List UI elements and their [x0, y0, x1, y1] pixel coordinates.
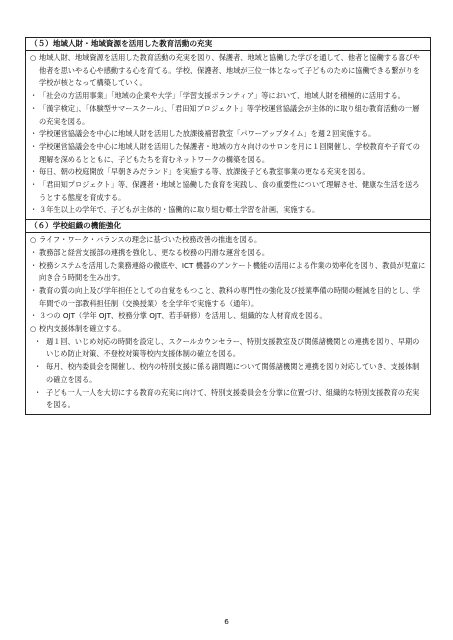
list-item-text: ３年生以上の学年で、子どもが主体的・協働的に取り組む郷土学習を計画、実施する。 — [39, 205, 320, 215]
list-item-text: ３つの OJT（学年 OJT、校務分掌 OJT、若手研修）を活用し、組織的な人材育成を図る。 — [39, 311, 327, 321]
list-item-text: 学校運営協議会を中心に地域人財を活用した保護者・地域の方々向けのサロンを月に１回開催し、学校教育や子育ての理解を深めるとともに、子どもたちを育むネットワークの構築を図る。 — [39, 141, 420, 164]
section-heading: （６）学校組織の機能強化 — [26, 219, 430, 233]
list-item-text: 教育の質の向上及び学年担任としての自覚をもつこと、教科の専門性の強化及び授業準備の時間の軽減を目的とし、学年間での一部教科担任制（交換授業）を全学年で実施する（通年）。 — [39, 285, 420, 308]
list-item-text: 学校運営協議会を中心に地域人財を活用した放課後補習教室「パワーアップタイム」を週２回実施する。 — [39, 129, 376, 139]
list-item-text: 地域人財、地域資源を活用した教育活動の充実を図り、保護者、地域と協働した学びを通して、他者と協働する喜びや他者を思いやる心や感動する心を育てる。学校、保護者、地域が三位一体となって子どものために協働できる繋がりを学校が核となって構築していく。 — [39, 53, 420, 88]
list-item — [30, 179, 426, 204]
dot-bullet: ・ — [30, 311, 38, 321]
list-item — [30, 361, 426, 386]
list-item-text: 「社会の方活用事業」「地域の企業や大学」「学習支援ボランティア」等において、地域人財を積極的に活用する。 — [39, 91, 405, 101]
dot-bullet: ・ — [30, 129, 38, 139]
dot-bullet: ・ — [30, 180, 38, 190]
list-item — [30, 336, 426, 361]
list-item — [30, 166, 426, 179]
dot-bullet: ・ — [30, 285, 38, 295]
list-item — [30, 234, 426, 247]
list-item — [30, 323, 426, 336]
list-item — [30, 310, 426, 323]
dot-bullet: ・ — [30, 260, 38, 270]
list-item — [30, 260, 426, 285]
dot-bullet: ・ — [30, 141, 38, 151]
circle-bullet: ○ — [30, 53, 37, 62]
list-item — [30, 141, 426, 166]
dot-bullet: ・ — [34, 362, 42, 372]
list-item — [30, 90, 426, 103]
plan-document — [25, 37, 431, 415]
list-item-text: 毎日、朝の校庭開放「早朝きみだランド」を実施する等、放課後子ども教室事業の更なる充実を図る。 — [39, 167, 370, 177]
page-number: 6 — [224, 617, 229, 626]
list-item — [30, 52, 426, 90]
dot-bullet: ・ — [30, 205, 38, 215]
list-item — [30, 387, 426, 412]
dot-bullet: ・ — [34, 387, 42, 397]
list-item-text: 子ども一人一人を大切にする教育の充実に向けて、特別支援委員会を分掌に位置づけ、組織的な特別支援教育の充実を図る。 — [46, 387, 420, 410]
circle-bullet: ○ — [30, 324, 37, 334]
dot-bullet: ・ — [30, 247, 38, 257]
list-item — [30, 103, 426, 128]
list-item-text: 校内支援体制を確立する。 — [39, 324, 126, 334]
list-item — [30, 247, 426, 260]
list-item-text: 毎月、校内委員会を開催し、校内の特別支援に係る諸問題について関係諸機関と連携を図り対応していき、支援体制の確立を図る。 — [46, 362, 420, 384]
list-item — [30, 204, 426, 217]
list-item-text: 週１回、いじめ対応の時間を設定し、スクールカウンセラー、特別支援教室及び関係諸機関との連携を図り、早期のいじめ防止対策、不登校対策等校内支援体制の確立を図る。 — [46, 336, 420, 359]
section-heading: （５）地域人財・地域資源を活用した教育活動の充実 — [26, 38, 430, 51]
section-body — [26, 233, 430, 414]
list-item — [30, 285, 426, 310]
list-item — [30, 128, 426, 141]
dot-bullet: ・ — [30, 167, 38, 177]
dot-bullet: ・ — [34, 336, 42, 346]
dot-bullet: ・ — [30, 103, 38, 113]
list-item-text: 「漢字検定」、「体験型サマースクール」、「君田知プロジェクト」等学校運営協議会が主体的に取り組む教育活動の一層の充実を図る。 — [39, 103, 420, 126]
list-item-text: 校務システムを活用した業務連絡の徹底や、ICT 機器のアンケート機能の活用による作業の効率化を図り、教員が児童に向き合う時間を生み出す。 — [39, 260, 426, 283]
list-item-text: 「君田知プロジェクト」等、保護者・地域と協働した食育を実践し、食の重要性について理解させ、健康な生活を送ろうとする態度を育成する。 — [39, 180, 420, 202]
section-body — [26, 51, 430, 219]
circle-bullet: ○ — [30, 235, 37, 245]
list-item-text: ライフ・ワーク・バランスの理念に基づいた校務改善の推進を図る。 — [39, 235, 262, 245]
dot-bullet: ・ — [30, 91, 38, 101]
list-item-text: 教務部と経営支援部の連携を強化し、更なる校務の円滑な運営を図る。 — [39, 247, 270, 257]
